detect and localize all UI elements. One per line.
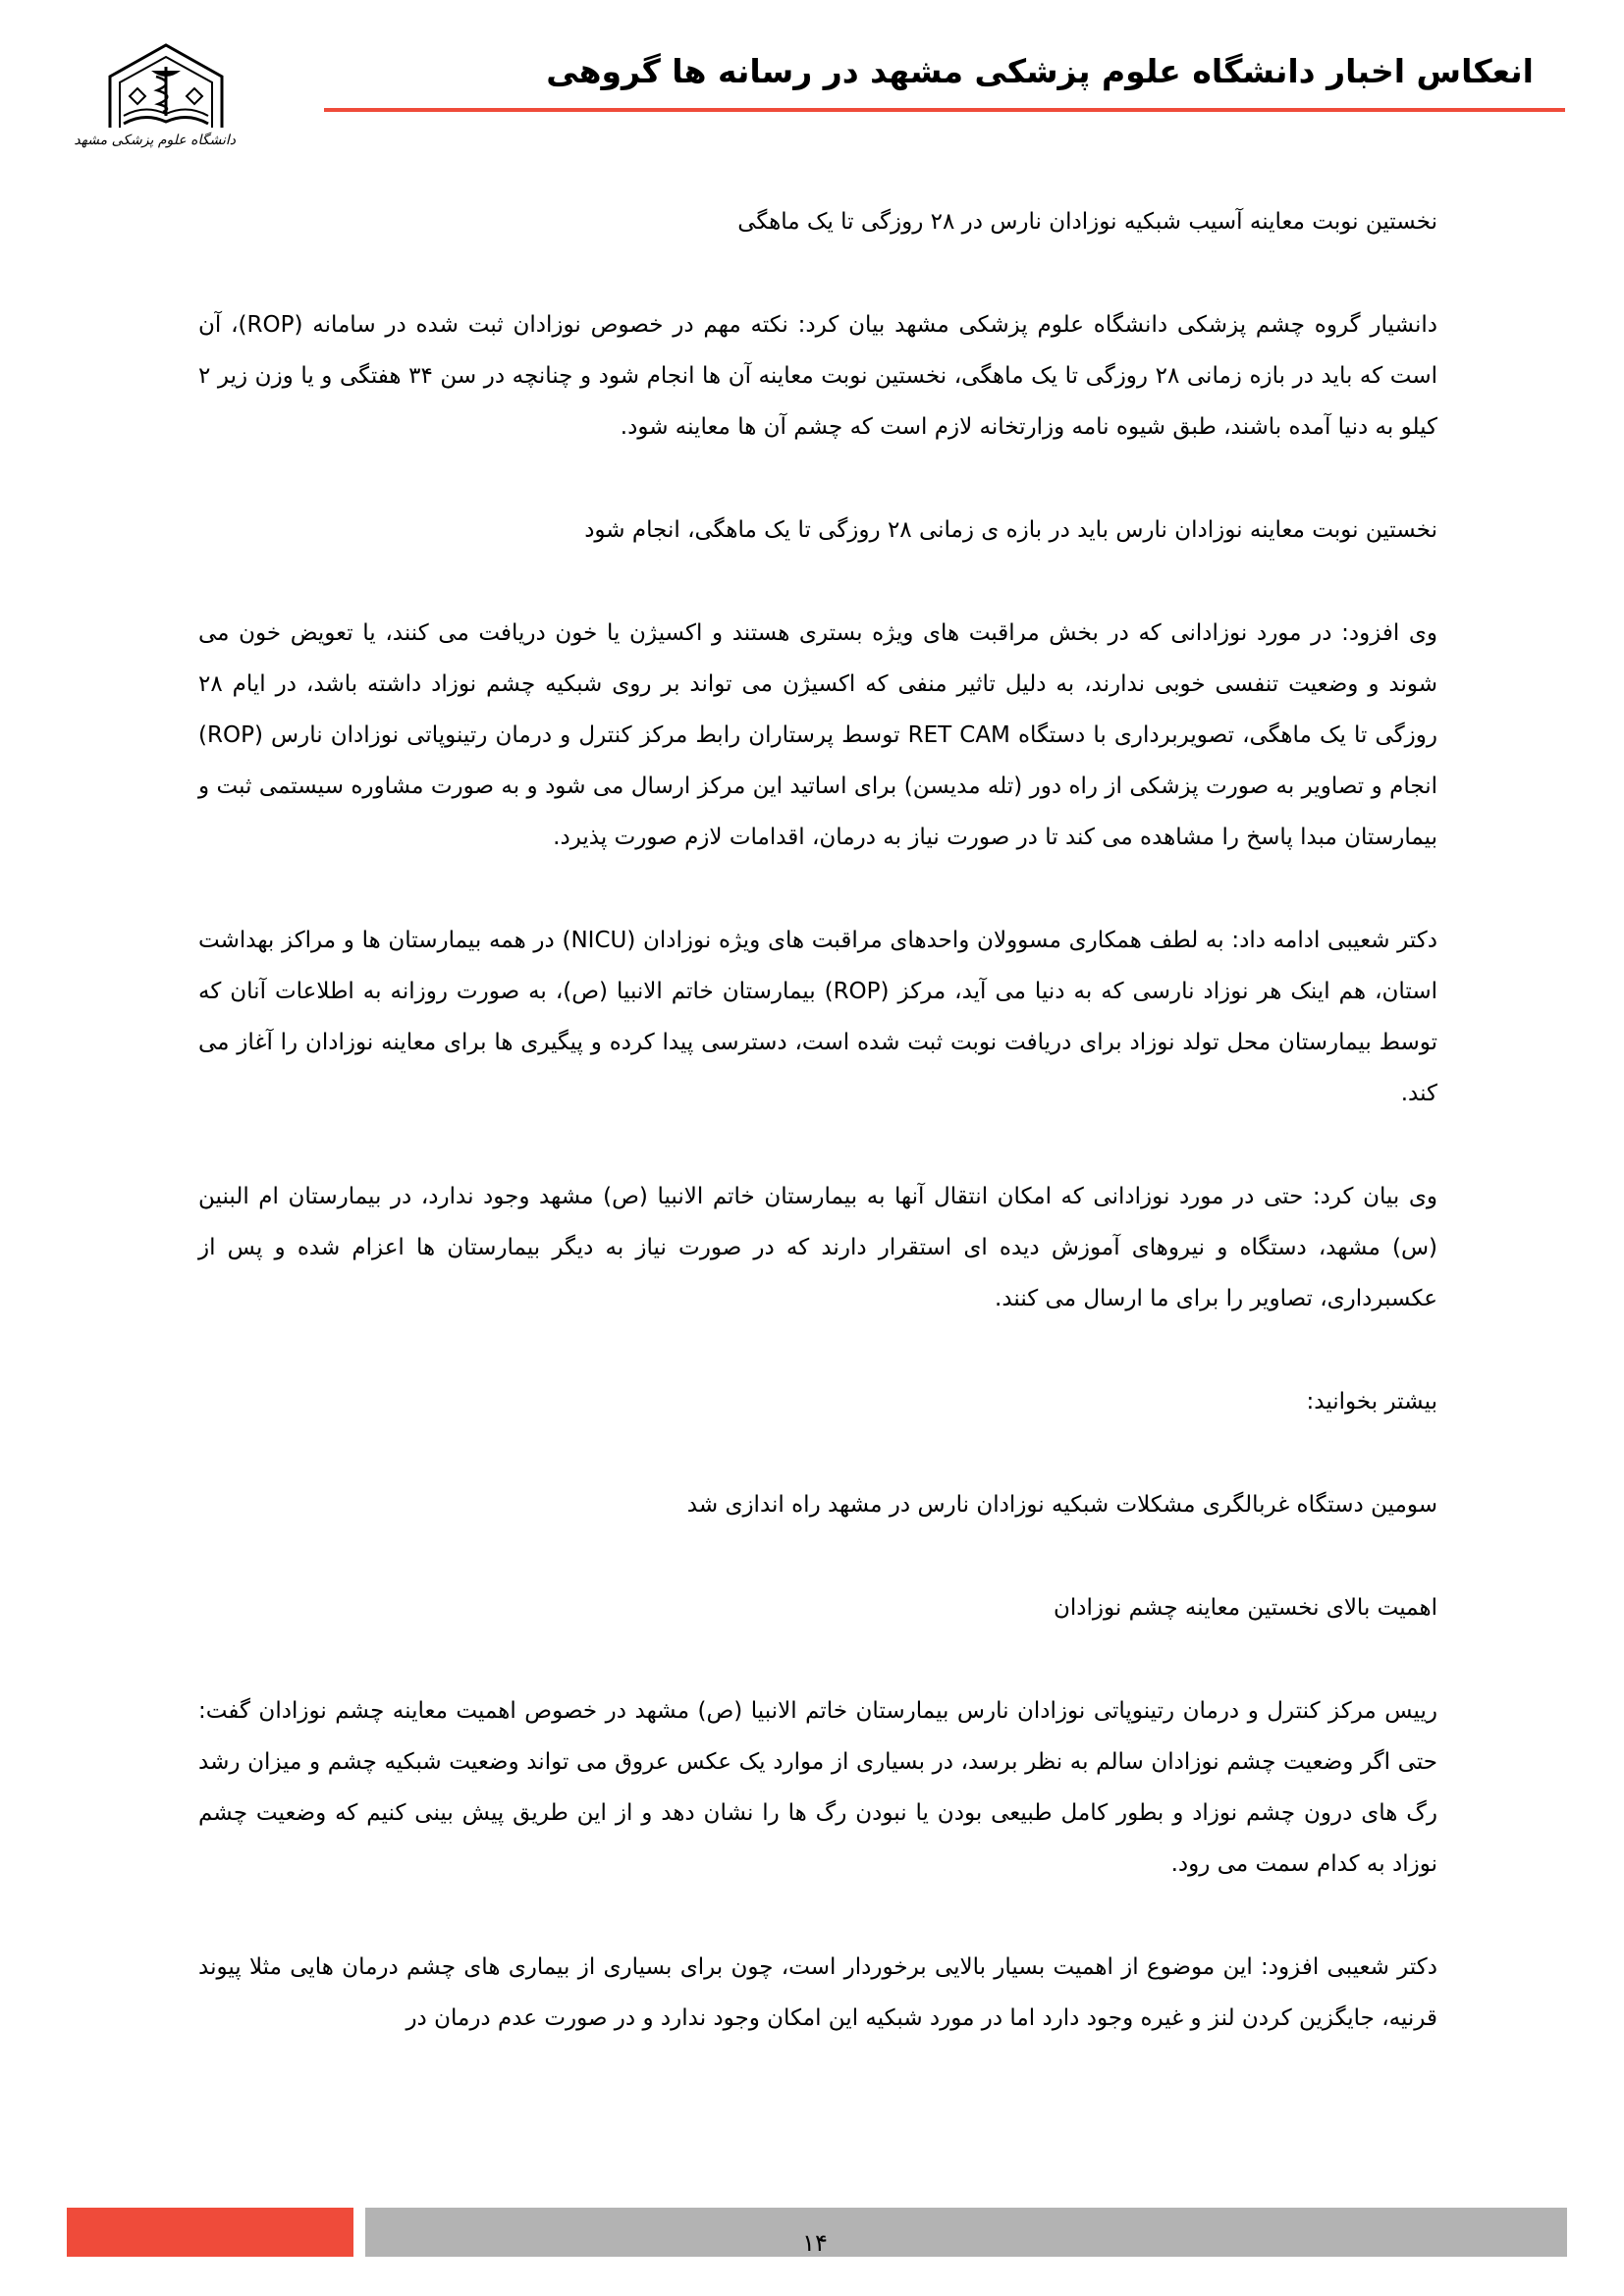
logo-caption: دانشگاه علوم پزشکی مشهد: [74, 133, 236, 148]
header-divider: [324, 108, 1565, 112]
university-emblem-icon: [102, 37, 230, 135]
article-paragraph: دکتر شعیبی افزود: این موضوع از اهمیت بسیار بالایی برخوردار است، چون برای بسیاری از بیماری های چشم درمان هایی مثلا پیوند قرنیه، جایگزین کردن لنز و غیره وجود دارد اما در مورد شبکیه این امکان وجود ندارد و در صورت عدم درمان در: [198, 1954, 1437, 2031]
article-paragraph: وی بیان کرد: حتی در مورد نوزادانی که امکان انتقال آنها به بیمارستان خاتم الانبیا (ص) مشهد وجود ندارد، در بیمارستان ام البنین (س) مشهد، دستگاه و نیروهای آموزش دیده ای استقرار دارند که در صورت نیاز به دیگر بیمارستان ها اعزام شده و پس از عکسبرداری، تصاویر را برای ما ارسال می کنند.: [198, 1184, 1437, 1311]
read-more-label: بیشتر بخوانید:: [1306, 1389, 1437, 1415]
related-article-link: سومین دستگاه غربالگری مشکلات شبکیه نوزادان نارس در مشهد راه اندازی شد: [686, 1492, 1437, 1518]
article-subheading: نخستین نوبت معاینه نوزادان نارس باید در بازه ی زمانی ۲۸ روزگی تا یک ماهگی، انجام شود: [584, 517, 1437, 543]
article-body: [198, 196, 1437, 2096]
footer-accent-bar: [67, 2208, 353, 2257]
page-number: ۱۴: [802, 2229, 828, 2257]
article-paragraph: دکتر شعیبی ادامه داد: به لطف همکاری مسوولان واحدهای مراقبت های ویژه نوزادان (NICU) در همه بیمارستان ها و مراکز بهداشت استان، هم اینک هر نوزاد نارسی که به دنیا می آید، مرکز (ROP) بیمارستان خاتم الانبیا (ص)، به صورت روزانه به اطلاعات آنان که توسط بیمارستان محل تولد نوزاد برای دریافت نوبت ثبت شده است، دسترسی پیدا کرده و پیگیری ها برای معاینه نوزادان را آغاز می کند.: [198, 928, 1437, 1106]
article-paragraph: وی افزود: در مورد نوزادانی که در بخش مراقبت های ویژه بستری هستند و اکسیژن یا خون دریافت می کنند، یا تعویض خون می شوند و وضعیت تنفسی خوبی ندارند، به دلیل تاثیر منفی که اکسیژن می تواند بر روی شبکیه چشم نوزاد داشته باشد، در ایام ۲۸ روزگی تا یک ماهگی، تصویربرداری با دستگاه RET CAM توسط پرستاران رابط مرکز کنترل و درمان رتینوپاتی نوزادان نارس (ROP) انجام و تصاویر به صورت پزشکی از راه دور (تله مدیسن) برای اساتید این مرکز ارسال می شود و به صورت مشاوره سیستمی ثبت و بیمارستان مبدا پاسخ را مشاهده می کند تا در صورت نیاز به درمان، اقدامات لازم صورت پذیرد.: [198, 620, 1437, 850]
footer-bar: [365, 2208, 1567, 2257]
document-header-title: انعکاس اخبار دانشگاه علوم پزشکی مشهد در رسانه ها گروهی: [546, 52, 1534, 90]
article-paragraph: رییس مرکز کنترل و درمان رتینوپاتی نوزادان نارس بیمارستان خاتم الانبیا (ص) مشهد در خصوص اهمیت معاینه چشم نوزادان گفت: حتی اگر وضعیت چشم نوزادان سالم به نظر برسد، در بسیاری از موارد یک عکس عروق می تواند وضعیت شبکیه چشم و میزان رشد رگ های درون چشم نوزاد و بطور کامل طبیعی بودن یا نبودن رگ ها را نشان دهد و از این طریق پیش بینی کنیم که وضعیت چشم نوزاد به کدام سمت می رود.: [198, 1698, 1437, 1877]
article-subheading: اهمیت بالای نخستین معاینه چشم نوزادان: [1053, 1595, 1437, 1621]
article-paragraph: دانشیار گروه چشم پزشکی دانشگاه علوم پزشکی مشهد بیان کرد: نکته مهم در خصوص نوزادان ثبت شده در سامانه (ROP)، آن است که باید در بازه زمانی ۲۸ روزگی تا یک ماهگی، نخستین نوبت معاینه آن ها انجام شود و چنانچه در سن ۳۴ هفتگی و یا وزن زیر ۲ کیلو به دنیا آمده باشند، طبق شیوه نامه وزارتخانه لازم است که چشم آن ها معاینه شود.: [198, 312, 1438, 440]
article-subheading: نخستین نوبت معاینه آسیب شبکیه نوزادان نارس در ۲۸ روزگی تا یک ماهگی: [737, 209, 1437, 235]
